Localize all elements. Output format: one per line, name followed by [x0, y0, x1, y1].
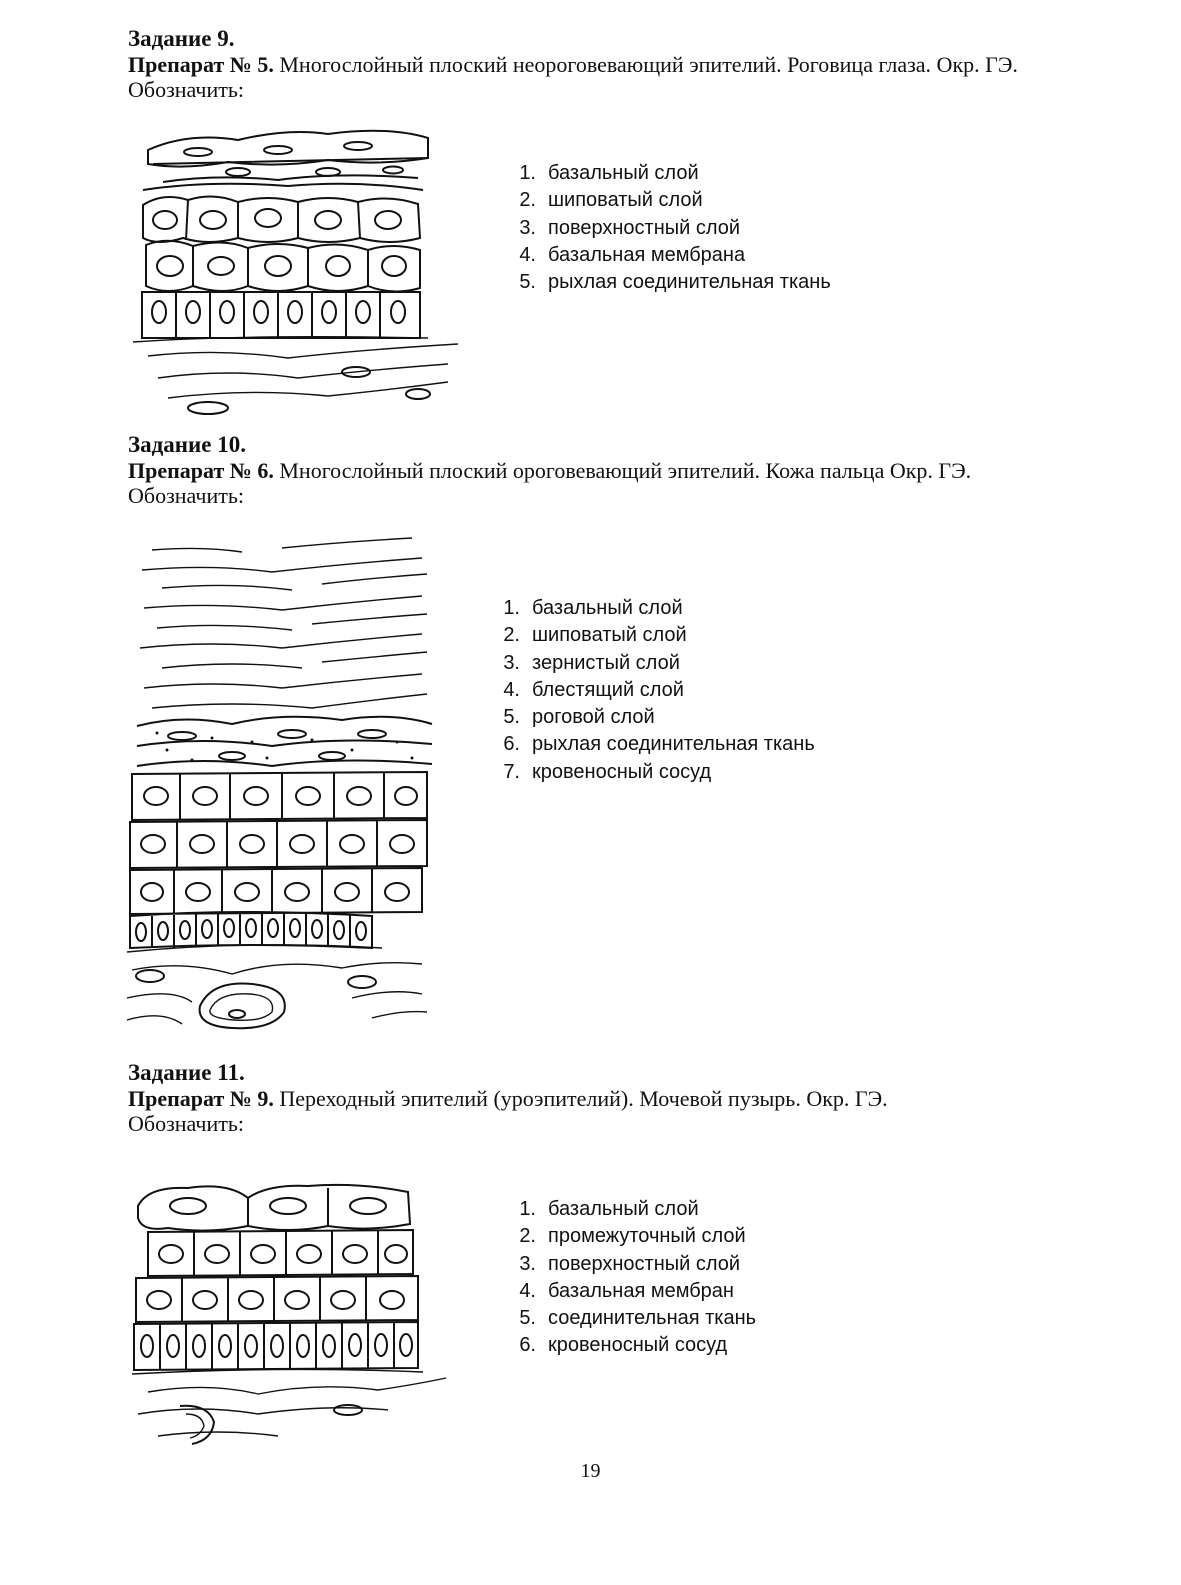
- list-item: 2. шиповатый слой: [503, 624, 687, 647]
- list-item: 2. шиповатый слой: [519, 189, 703, 212]
- list-item: 1. базальный слой: [503, 597, 683, 619]
- task-10-heading: Задание 10.: [128, 432, 246, 457]
- list-item: 3. поверхностный слой: [519, 216, 741, 239]
- task-10-figure-skin-epithelium: [122, 528, 442, 1038]
- task-9-prep-text: Многослойный плоский неороговевающий эпителий. Роговица глаза. Окр. ГЭ. Обозначить:: [128, 52, 1018, 102]
- list-item: 2. промежуточный слой: [519, 1225, 746, 1248]
- task-11-label-list: [500, 1196, 756, 1360]
- list-item: 1. базальный слой: [519, 1198, 699, 1220]
- task-10-header: [128, 432, 1088, 508]
- list-item: 6. кровеносный сосуд: [519, 1334, 728, 1357]
- list-item: 6. рыхлая соединительная ткань: [503, 733, 815, 756]
- task-11-prep-label: Препарат № 9.: [128, 1086, 274, 1111]
- list-item: 4. блестящий слой: [503, 678, 684, 701]
- list-item: 5. роговой слой: [503, 706, 655, 729]
- task-11-figure-transitional-epithelium: [128, 1178, 458, 1458]
- list-item: 5. рыхлая соединительная ткань: [519, 271, 831, 294]
- task-9-label-list: [500, 160, 831, 296]
- list-item: 4. базальная мембран: [519, 1279, 734, 1302]
- task-10-label-list: [484, 595, 815, 786]
- task-10-prep-text: Многослойный плоский ороговевающий эпителий. Кожа пальца Окр. ГЭ. Обозначить:: [128, 458, 972, 508]
- list-item: 3. зернистый слой: [503, 651, 680, 674]
- list-item: 1. базальный слой: [519, 162, 699, 184]
- page-number: 19: [580, 1460, 601, 1482]
- task-9-figure-corneal-epithelium: [128, 120, 468, 420]
- list-item: 4. базальная мембрана: [519, 243, 746, 266]
- task-10-prep-label: Препарат № 6.: [128, 458, 274, 483]
- task-9-heading: Задание 9.: [128, 26, 235, 51]
- task-10-preparation: [128, 458, 1058, 508]
- list-item: 7. кровеносный сосуд: [503, 760, 712, 783]
- task-9-preparation: [128, 52, 1048, 102]
- task-11-prep-text: Переходный эпителий (уроэпителий). Мочевой пузырь. Окр. ГЭ. Обозначить:: [128, 1086, 888, 1136]
- list-item: 5. соединительная ткань: [519, 1307, 757, 1330]
- list-item: 3. поверхностный слой: [519, 1252, 741, 1275]
- task-9-header: [128, 26, 1088, 102]
- task-11-preparation: [128, 1086, 988, 1136]
- task-11-heading: Задание 11.: [128, 1060, 245, 1085]
- task-11-header: [128, 1060, 1088, 1136]
- task-9-prep-label: Препарат № 5.: [128, 52, 274, 77]
